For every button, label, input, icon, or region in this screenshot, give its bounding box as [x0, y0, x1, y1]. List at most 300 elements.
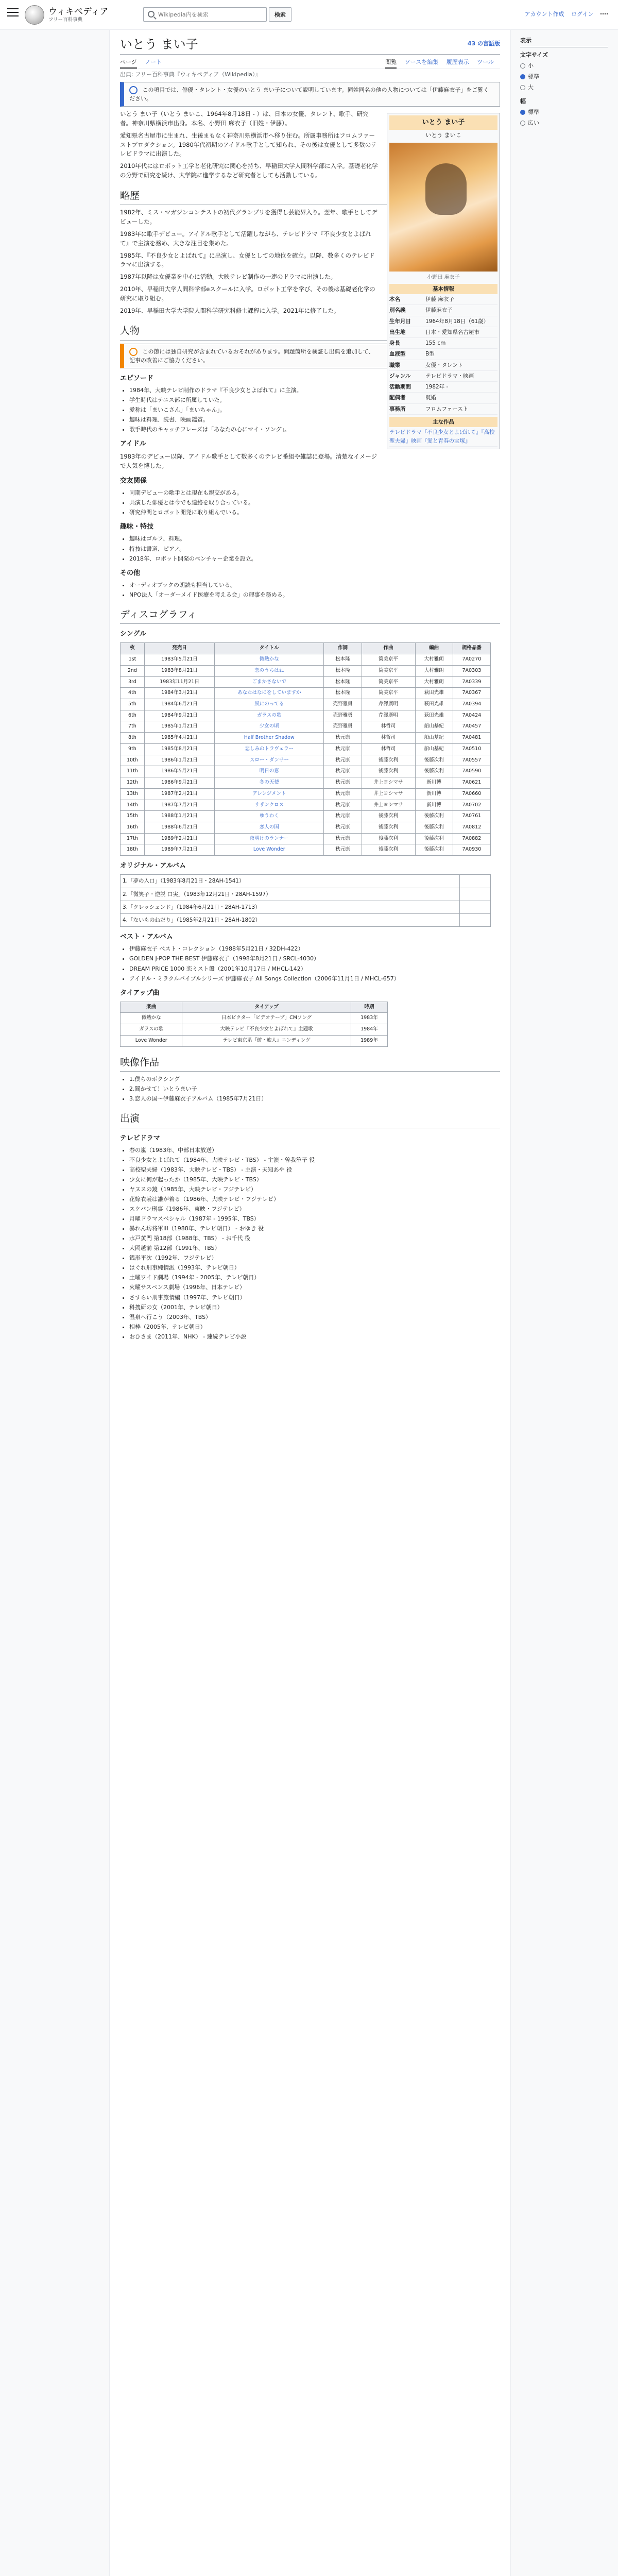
- table-cell: 7A0590: [453, 766, 490, 777]
- tab-edit-source[interactable]: ソースを編集: [404, 59, 439, 65]
- table-cell[interactable]: Love Wonder: [215, 844, 324, 856]
- infobox-value: フロムファースト: [425, 405, 469, 412]
- table-cell: 1984年6月21日: [144, 699, 214, 710]
- table-cell: 1985年4月21日: [144, 733, 214, 744]
- table-cell: 井上ヨシマサ: [362, 800, 415, 811]
- subsection-singles: シングル: [120, 630, 147, 638]
- table-cell: 秋元康: [324, 777, 362, 789]
- table-cell: 林哲司: [362, 743, 415, 755]
- table-cell: 秋元康: [324, 755, 362, 766]
- page-tagline: 出典: フリー百科事典『ウィキペディア（Wikipedia）』: [120, 71, 261, 78]
- infobox-value: テレビドラマ・映画: [425, 372, 474, 379]
- table-cell: 1985年1月21日: [144, 721, 214, 733]
- table-row: [121, 743, 491, 755]
- album-toggle-cell: [460, 901, 491, 913]
- table-cell: 船山基紀: [415, 733, 453, 744]
- text-size-standard-option[interactable]: [520, 72, 608, 81]
- infobox-row: [389, 393, 497, 403]
- table-cell[interactable]: 明日の窓: [215, 766, 324, 777]
- table-cell: 井上ヨシマサ: [362, 788, 415, 800]
- infobox-row: [389, 382, 497, 393]
- album-toggle-cell: [460, 914, 491, 927]
- table-cell: 筒美京平: [362, 665, 415, 676]
- article-content: [109, 30, 511, 2576]
- subsection-tieups: タイアップ曲: [120, 989, 160, 997]
- infobox-row: [389, 371, 497, 382]
- top-header: [0, 0, 618, 30]
- text-size-heading: 文字サイズ: [520, 52, 548, 59]
- infobox-row: [389, 305, 497, 316]
- tv-drama-item: • 花嫁衣裳は誰が着る（1986年、大映テレビ・フジテレビ）: [129, 1195, 500, 1204]
- column-header: 時期: [351, 1002, 387, 1013]
- infobox-value: 既婚: [425, 395, 436, 401]
- table-cell: 14th: [121, 800, 145, 811]
- infobox-name: いとう まい子: [389, 115, 497, 130]
- table-cell: 7A0424: [453, 710, 490, 721]
- table-cell: 1984年9月21日: [144, 710, 214, 721]
- table-cell: 大村雅朗: [415, 676, 453, 688]
- table-cell: 後藤次利: [362, 755, 415, 766]
- tv-drama-item: • 春の嵐（1983年、中部日本放送）: [129, 1146, 500, 1155]
- tv-drama-item: • 水戸黄門 第18部（1988年、TBS） - お千代 役: [129, 1234, 500, 1243]
- biography-paragraph: 1987年以降は女優業を中心に活動。大映テレビ制作の一連のドラマに出演した。: [120, 273, 337, 281]
- other-list: [120, 581, 500, 599]
- search-box: [143, 7, 267, 22]
- table-cell: 1983年: [351, 1013, 387, 1024]
- table-row: [121, 833, 491, 844]
- table-cell: 16th: [121, 822, 145, 833]
- table-row: [121, 1024, 388, 1036]
- table-cell: 秋元康: [324, 743, 362, 755]
- tv-drama-item: • 相棒（2005年、テレビ朝日）: [129, 1323, 500, 1331]
- infobox-key: 血液型: [389, 351, 406, 358]
- tab-talk[interactable]: ノート: [145, 59, 162, 65]
- intro-paragraph: いとう まい子（いとう まいこ、1964年8月18日 - ）は、日本の女優、タレント、歌手、研究者。神奈川県横浜市出身。本名、小野田 麻衣子（旧姓・伊藤）。: [120, 110, 369, 127]
- table-cell[interactable]: 冬の天使: [215, 777, 324, 789]
- tv-drama-item: • 銭形平次（1992年、フジテレビ）: [129, 1253, 500, 1262]
- table-cell: 後藤次利: [415, 844, 453, 856]
- table-cell: 10th: [121, 755, 145, 766]
- table-row: [121, 665, 491, 676]
- intro-paragraph: 2010年代にはロボット工学と老化研究に関心を持ち、早稲田大学人間科学部に入学。基礎老化学の分野で研究を続け、大学院に進学するなど研究者としても活動している。: [120, 162, 378, 179]
- singles-table: [120, 642, 491, 856]
- table-cell: 新川博: [415, 788, 453, 800]
- table-row: [121, 733, 491, 744]
- tv-drama-item: • 火曜サスペンス劇場（1996年、日本テレビ）: [129, 1283, 500, 1292]
- table-cell: 7A0812: [453, 822, 490, 833]
- best-album-item: • 伊藤麻衣子 ベスト・コレクション（1988年5月21日 / 32DH-422）: [129, 944, 500, 953]
- table-cell: 11th: [121, 766, 145, 777]
- table-cell[interactable]: あなたはなにをしていますか: [215, 688, 324, 699]
- table-cell: 筒美京平: [362, 676, 415, 688]
- table-cell: 秋元康: [324, 822, 362, 833]
- episode-item: • 歌手時代のキャッチフレーズは「あなたの心にマイ・ソング」。: [129, 425, 500, 434]
- table-row: [121, 1013, 388, 1024]
- table-cell: 後藤次利: [415, 755, 453, 766]
- table-cell: 1985年8月21日: [144, 743, 214, 755]
- table-row: [121, 688, 491, 699]
- albums-table: [120, 874, 491, 927]
- infobox-key: 事務所: [389, 405, 406, 412]
- table-cell: 7A0303: [453, 665, 490, 676]
- table-cell: 売野雅勇: [324, 710, 362, 721]
- table-cell: 9th: [121, 743, 145, 755]
- table-cell: 1986年5月21日: [144, 766, 214, 777]
- table-cell: 7A0481: [453, 733, 490, 744]
- table-cell[interactable]: アレンジメント: [215, 788, 324, 800]
- table-cell[interactable]: 恋のうちはね: [215, 665, 324, 676]
- table-cell: 7A0394: [453, 699, 490, 710]
- table-cell: 6th: [121, 710, 145, 721]
- intro-paragraph: 愛知県名古屋市に生まれ、生後まもなく神奈川県横浜市へ移り住む。所属事務所はフロムファーストプロダクション。1980年代初期のアイドル歌手として知られ、その後は女優として多数のテレビドラマに出演した。: [120, 131, 377, 158]
- tv-drama-item: • 大岡越前 第12部（1991年、TBS）: [129, 1244, 500, 1252]
- tieup-table: [120, 1002, 388, 1047]
- table-row: [121, 800, 491, 811]
- table-cell[interactable]: 悲しみのトラヴェラー: [215, 743, 324, 755]
- search-icon: [148, 11, 154, 18]
- table-cell: 大村雅朗: [415, 665, 453, 676]
- logo-wordmark: ウィキペディア: [48, 7, 109, 17]
- infobox-key: 身長: [389, 340, 400, 347]
- more-options-icon[interactable]: [600, 13, 608, 15]
- table-row: [121, 721, 491, 733]
- table-cell: 1984年3月21日: [144, 688, 214, 699]
- disambiguation-notice: [120, 82, 500, 107]
- logo-tagline: フリー百科事典: [48, 17, 83, 23]
- subsection-best: ベスト・アルバム: [120, 933, 173, 941]
- album-cell: 3.「クレッシェンド」（1984年6月21日・28AH-1713）: [121, 901, 460, 913]
- table-row: [121, 822, 491, 833]
- album-cell: 1.「夢の入口」（1983年8月21日・28AH-1541）: [121, 875, 460, 888]
- column-header: 規格品番: [453, 643, 490, 654]
- table-cell: 秋元康: [324, 811, 362, 822]
- best-album-item: • DREAM PRICE 1000 恋ミスト盤（2001年10月17日 / MHCL-142）: [129, 964, 500, 973]
- tab-read[interactable]: 閲覧: [385, 59, 397, 69]
- table-cell: 芹澤廣明: [362, 699, 415, 710]
- tv-drama-item: • 高校聖夫婦（1983年、大映テレビ・TBS） - 主演・天知あや 役: [129, 1165, 500, 1174]
- episode-item: • 趣味は料理、読書、映画鑑賞。: [129, 415, 500, 424]
- infobox-key: 別名義: [389, 307, 406, 314]
- text-size-small-option[interactable]: [520, 61, 608, 70]
- language-button[interactable]: 43 の言語版: [467, 40, 500, 47]
- tv-drama-item: • 暴れん坊将軍III（1988年、テレビ朝日） - おゆき 役: [129, 1224, 500, 1233]
- friend-item: • 共演した俳優とは今でも連絡を取り合っている。: [129, 498, 500, 507]
- tv-drama-item: • さすらい刑事旅情編（1997年、テレビ朝日）: [129, 1293, 500, 1302]
- table-row: [121, 1035, 388, 1046]
- create-account-link[interactable]: アカウント作成: [524, 11, 564, 18]
- section-person: 人物: [120, 324, 500, 340]
- table-cell[interactable]: ガラスの歌: [215, 710, 324, 721]
- album-cell: 2.「微笑子・逆説 口実」（1983年12月21日・28AH-1597）: [121, 888, 460, 901]
- table-cell[interactable]: サザンクロス: [215, 800, 324, 811]
- album-toggle-cell: [460, 888, 491, 901]
- table-cell: 17th: [121, 833, 145, 844]
- radio-selected-icon: [520, 74, 525, 79]
- hobby-item: • 2018年、ロボット開発のベンチャー企業を設立。: [129, 554, 500, 563]
- infobox-value: 女優・タレント: [425, 362, 464, 368]
- table-cell: 井上ヨシマサ: [362, 777, 415, 789]
- video-item: • 2.聞かせて！いとうまい子: [129, 1084, 500, 1093]
- friend-item: • 同期デビューの歌手とは現在も親交がある。: [129, 488, 500, 497]
- tv-drama-item: • 少女に何が起ったか（1985年、大映テレビ・TBS）: [129, 1175, 500, 1184]
- table-cell: 後藤次利: [415, 822, 453, 833]
- table-cell: 秋元康: [324, 788, 362, 800]
- table-cell: 18th: [121, 844, 145, 856]
- tv-drama-item: • 土曜ワイド劇場（1994年 - 2005年、テレビ朝日）: [129, 1273, 500, 1282]
- idol-paragraph: 1983年のデビュー以降、アイドル歌手として数多くのテレビ番組や雑誌に登場。清楚なイメージで人気を博した。: [120, 453, 377, 470]
- table-row: [121, 777, 491, 789]
- table-cell: 後藤次利: [362, 833, 415, 844]
- biography-paragraph: 2019年、早稲田大学大学院人間科学研究科修士課程に入学。2021年に修了した。: [120, 307, 340, 314]
- hobby-item: • 趣味はゴルフ、料理。: [129, 534, 500, 543]
- table-cell[interactable]: 夜明けのランナー: [215, 833, 324, 844]
- table-cell: 1983年8月21日: [144, 665, 214, 676]
- table-cell: 秋元康: [324, 844, 362, 856]
- wikipedia-logo[interactable]: [25, 4, 138, 26]
- best-album-item: • アイドル・ミラクルバイブルシリーズ 伊藤麻衣子 All Songs Collection（2006年11月1日 / MHCL-657）: [129, 974, 500, 983]
- table-cell: 秋元康: [324, 833, 362, 844]
- table-cell: 1989年: [351, 1035, 387, 1046]
- album-row: [121, 888, 491, 901]
- table-cell: 後藤次利: [415, 766, 453, 777]
- section-video: 映像作品: [120, 1055, 500, 1072]
- table-cell: 1984年: [351, 1024, 387, 1036]
- episode-item: • 1984年、大映テレビ制作のドラマ『不良少女とよばれて』に主演。: [129, 386, 500, 395]
- table-cell[interactable]: スロー・ダンサー: [215, 755, 324, 766]
- table-cell: テレビ東京系『遊・旅人』エンディング: [182, 1035, 351, 1046]
- table-cell: 後藤次利: [415, 811, 453, 822]
- option-label: 広い: [528, 120, 539, 127]
- table-cell: 芹澤廣明: [362, 710, 415, 721]
- table-cell: Love Wonder: [121, 1035, 182, 1046]
- width-wide-option[interactable]: [520, 118, 608, 127]
- table-cell: 1987年7月21日: [144, 800, 214, 811]
- infobox: [387, 113, 500, 449]
- table-cell: 秋元康: [324, 766, 362, 777]
- infobox-value: 1964年8月18日（61歳）: [425, 318, 489, 325]
- table-row: [121, 710, 491, 721]
- table-row: [121, 766, 491, 777]
- section-discography: ディスコグラフィ: [120, 607, 500, 624]
- appearance-title: 表示: [520, 36, 608, 47]
- infobox-value: 155 cm: [425, 340, 446, 347]
- table-cell: 3rd: [121, 676, 145, 688]
- notice-text: この項目では、俳優・タレント・女優のいとう まい子について説明しています。同姓同名の他の人物については「伊藤麻衣子」をご覧ください。: [129, 87, 489, 103]
- notice-text: この節には独自研究が含まれているおそれがあります。問題箇所を検証し出典を追加して、記事の改善にご協力ください。: [129, 348, 374, 364]
- table-cell: 後藤次利: [415, 833, 453, 844]
- album-row: [121, 914, 491, 927]
- infobox-row: [389, 316, 497, 327]
- infobox-key: 出生地: [389, 329, 406, 335]
- tv-drama-item: • はぐれ刑事純情派（1993年、テレビ朝日）: [129, 1263, 500, 1272]
- table-cell: 4th: [121, 688, 145, 699]
- table-cell: 7A0882: [453, 833, 490, 844]
- table-row: [121, 654, 491, 666]
- table-cell[interactable]: 恋人の国: [215, 822, 324, 833]
- friend-item: • 研究仲間とロボット開発に取り組んでいる。: [129, 508, 500, 517]
- portrait-photo[interactable]: [389, 143, 497, 272]
- infobox-key: 配偶者: [389, 395, 406, 401]
- infobox-value: 1982年 -: [425, 384, 449, 391]
- table-cell[interactable]: Half Brother Shadow: [215, 733, 324, 744]
- table-cell: 1986年9月21日: [144, 777, 214, 789]
- table-cell: 松本隆: [324, 676, 362, 688]
- tv-drama-item: • スケバン刑事（1986年、東映・フジテレビ）: [129, 1205, 500, 1213]
- section-appearances: 出演: [120, 1111, 500, 1128]
- album-row: [121, 901, 491, 913]
- table-cell[interactable]: 少女の頃: [215, 721, 324, 733]
- tv-drama-item: • ヤヌスの鏡（1985年、大映テレビ・フジテレビ）: [129, 1185, 500, 1194]
- search-button[interactable]: 検索: [269, 7, 291, 22]
- infobox-key: ジャンル: [389, 372, 411, 379]
- table-cell: 7A0660: [453, 788, 490, 800]
- user-links: [520, 10, 608, 19]
- column-header: タイトル: [215, 643, 324, 654]
- main-menu-icon[interactable]: [7, 8, 19, 18]
- column-header: 作曲: [362, 643, 415, 654]
- infobox-value: 伊藤 麻衣子: [425, 296, 454, 303]
- subsection-friends: 交友関係: [120, 477, 147, 485]
- album-toggle-cell: [460, 875, 491, 888]
- table-cell: 新川博: [415, 800, 453, 811]
- column-header: 楽曲: [121, 1002, 182, 1013]
- tab-tools[interactable]: ツール: [477, 59, 494, 65]
- infobox-works[interactable]: テレビドラマ『不良少女とよばれて』『高校聖夫婦』映画『愛と青春の宝塚』: [389, 429, 495, 444]
- subsection-idol: アイドル: [120, 440, 146, 448]
- table-cell: 7A0270: [453, 654, 490, 666]
- table-cell: 5th: [121, 699, 145, 710]
- infobox-row: [389, 294, 497, 305]
- section-biography: 略歴: [120, 189, 500, 205]
- table-cell[interactable]: ゆうわく: [215, 811, 324, 822]
- radio-selected-icon: [520, 110, 525, 115]
- option-label: 大: [528, 84, 534, 91]
- table-cell: 萩田光雄: [415, 699, 453, 710]
- table-cell: 萩田光雄: [415, 710, 453, 721]
- infobox-value: 日本・愛知県名古屋市: [425, 329, 479, 335]
- best-album-item: • GOLDEN J-POP THE BEST 伊藤麻衣子（1998年8月21日 / SRCL-4030）: [129, 954, 500, 963]
- tv-drama-item: • 月曜ドラマスペシャル（1987年 - 1995年、TBS）: [129, 1214, 500, 1223]
- radio-icon: [520, 85, 525, 90]
- tv-drama-item: • 不良少女とよばれて（1984年、大映テレビ・TBS） - 主演・曽我笙子 役: [129, 1156, 500, 1164]
- table-cell: 7A0367: [453, 688, 490, 699]
- wikipedia-globe-icon: [25, 5, 44, 25]
- table-cell: 15th: [121, 811, 145, 822]
- table-cell: 微熱かな: [121, 1013, 182, 1024]
- table-cell: 船山基紀: [415, 721, 453, 733]
- friends-list: [120, 488, 500, 517]
- biography-paragraph: 2010年、早稲田大学人間科学部eスクールに入学。ロボット工学を学び、その後は基礎老化学の研究に取り組む。: [120, 285, 375, 302]
- login-link[interactable]: ログイン: [571, 11, 594, 18]
- table-cell: 7th: [121, 721, 145, 733]
- table-row: [121, 676, 491, 688]
- radio-icon: [520, 63, 525, 69]
- table-row: [121, 844, 491, 856]
- table-cell: 7A0761: [453, 811, 490, 822]
- table-cell: 8th: [121, 733, 145, 744]
- table-cell: 林哲司: [362, 733, 415, 744]
- biography-paragraph: 1985年、『不良少女とよばれて』に出演し、女優としての地位を確立。以降、数多くのテレビドラマに出演する。: [120, 251, 375, 268]
- table-cell: 松本隆: [324, 688, 362, 699]
- appearance-panel: [520, 36, 608, 129]
- table-cell: 売野雅勇: [324, 699, 362, 710]
- table-cell[interactable]: 風にのってる: [215, 699, 324, 710]
- table-cell: 筒美京平: [362, 688, 415, 699]
- other-item: • オーディオブックの朗読も担当している。: [129, 581, 500, 589]
- radio-icon: [520, 121, 525, 126]
- table-cell: 松本隆: [324, 665, 362, 676]
- table-cell: 日本ビクター「ビデオテープ」CMソング: [182, 1013, 351, 1024]
- tv-drama-item: • 温泉へ行こう（2003年、TBS）: [129, 1313, 500, 1321]
- table-cell: 松本隆: [324, 654, 362, 666]
- table-cell: 萩田光雄: [415, 688, 453, 699]
- infobox-key: 活動期間: [389, 384, 411, 391]
- table-cell: 新川博: [415, 777, 453, 789]
- video-item: • 3.恋人の国〜伊藤麻衣子アルバム（1985年7月21日）: [129, 1094, 500, 1103]
- table-cell[interactable]: ごまかさないで: [215, 676, 324, 688]
- column-header: 編曲: [415, 643, 453, 654]
- tab-page[interactable]: ページ: [120, 59, 137, 69]
- photo-caption: 小野田 麻衣子: [427, 275, 460, 281]
- table-cell[interactable]: 微熱かな: [215, 654, 324, 666]
- album-row: [121, 875, 491, 888]
- option-label: 標準: [528, 109, 539, 116]
- table-cell: 後藤次利: [362, 822, 415, 833]
- column-header: 枚: [121, 643, 145, 654]
- infobox-row: [389, 338, 497, 349]
- title-row: [120, 34, 500, 55]
- infobox-value: B型: [425, 351, 435, 358]
- album-cell: 4.「ないものねだり」（1985年2月21日・28AH-1802）: [121, 914, 460, 927]
- subsection-episodes: エピソード: [120, 374, 154, 382]
- infobox-row: [389, 404, 497, 415]
- table-cell: 秋元康: [324, 800, 362, 811]
- infobox-row: [389, 349, 497, 360]
- table-cell: 売野雅勇: [324, 721, 362, 733]
- table-cell: 7A0457: [453, 721, 490, 733]
- episode-item: • 愛称は「まいこさん」「まいちゃん」。: [129, 405, 500, 414]
- table-cell: 1989年2月21日: [144, 833, 214, 844]
- page-title: いとう まい子: [120, 37, 198, 52]
- table-cell: 後藤次利: [362, 811, 415, 822]
- option-label: 標準: [528, 73, 539, 80]
- table-row: [121, 788, 491, 800]
- infobox-key: 生年月日: [389, 318, 411, 325]
- infobox-row: [389, 360, 497, 371]
- infobox-rows: [389, 294, 497, 415]
- info-icon: [129, 86, 138, 94]
- infobox-row: [389, 327, 497, 338]
- search-input[interactable]: [158, 10, 261, 19]
- table-cell: 7A0930: [453, 844, 490, 856]
- tab-history[interactable]: 履歴表示: [446, 59, 469, 65]
- text-size-large-option[interactable]: [520, 83, 608, 92]
- table-row: [121, 699, 491, 710]
- table-cell: ガラスの歌: [121, 1024, 182, 1036]
- infobox-alt-name: いとう まいこ: [425, 132, 461, 139]
- warning-icon: [129, 348, 138, 356]
- table-cell: 12th: [121, 777, 145, 789]
- table-cell: 1987年2月21日: [144, 788, 214, 800]
- table-cell: 13th: [121, 788, 145, 800]
- infobox-key: 本名: [389, 296, 400, 303]
- tv-drama-item: • おひさま（2011年、NHK） - 連続テレビ小説: [129, 1332, 500, 1341]
- tv-drama-list: [120, 1146, 500, 1341]
- table-cell: 後藤次利: [362, 766, 415, 777]
- width-standard-option[interactable]: [520, 108, 608, 116]
- table-cell: 筒美京平: [362, 654, 415, 666]
- table-cell: 1989年7月21日: [144, 844, 214, 856]
